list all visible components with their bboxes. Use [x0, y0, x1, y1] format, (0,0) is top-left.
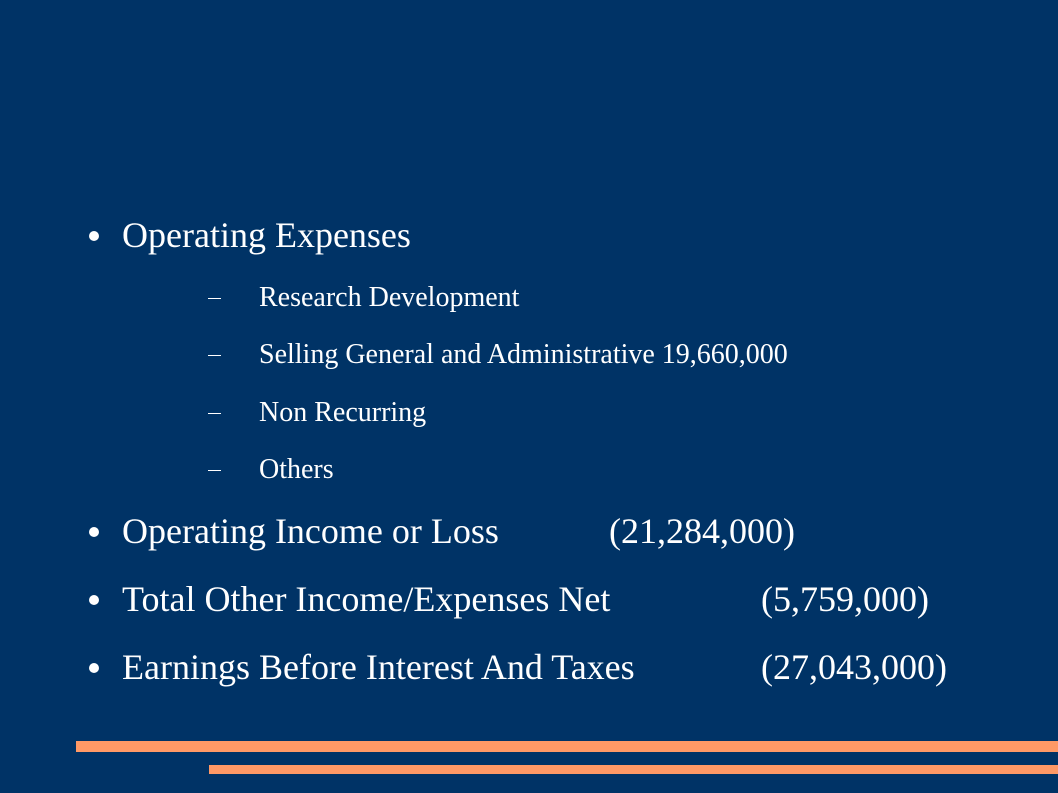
- sub-item-label: Non Recurring: [259, 397, 427, 428]
- bullet-value: (21,284,000): [609, 511, 795, 551]
- bullet-value: (27,043,000): [761, 647, 947, 687]
- dash-icon: [208, 298, 221, 299]
- dash-icon: [208, 413, 221, 414]
- bullet-dot-icon: [89, 663, 99, 673]
- bullet-label: Earnings Before Interest And Taxes: [122, 647, 635, 687]
- accent-bar-top: [76, 741, 1058, 752]
- sub-item-label: Research Development: [259, 282, 520, 313]
- sub-item-label: Others: [259, 454, 334, 485]
- bullet-label: Total Other Income/Expenses Net: [122, 579, 611, 619]
- bullet-dot-icon: [89, 595, 99, 605]
- bullet-label: Operating Expenses: [122, 215, 411, 255]
- bullet-dot-icon: [89, 527, 99, 537]
- bullet-label: Operating Income or Loss: [122, 511, 499, 551]
- bullet-value: (5,759,000): [761, 579, 929, 619]
- dash-icon: [208, 355, 221, 356]
- accent-bar-bottom: [209, 765, 1058, 774]
- sub-item-label: Selling General and Administrative 19,660,000: [259, 339, 788, 370]
- bullet-dot-icon: [89, 231, 99, 241]
- dash-icon: [208, 470, 221, 471]
